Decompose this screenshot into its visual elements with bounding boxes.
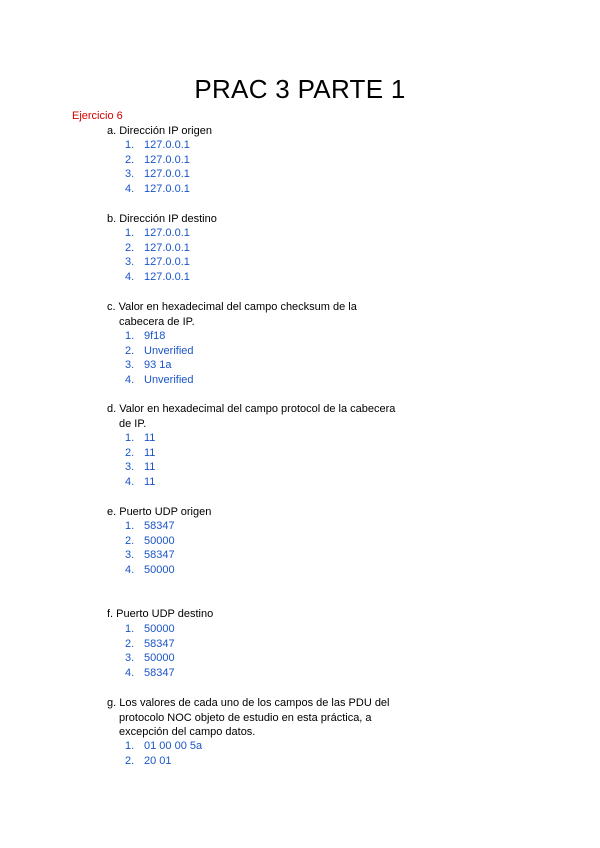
question-b (107, 212, 407, 227)
answer-value: 9f18 (144, 330, 166, 342)
answer-list-c (125, 329, 194, 388)
page-title: PRAC 3 PARTE 1 (194, 74, 406, 104)
question-f (107, 607, 407, 622)
answer-value: 127.0.0.1 (144, 153, 190, 166)
answer-value: 58347 (144, 549, 175, 562)
answer-value: 50000 (144, 564, 175, 577)
list-item: 1. 127.0.0.1 (125, 139, 190, 151)
list-item: 1. 58347 (125, 520, 175, 532)
list-item: 2. 127.0.0.1 (125, 153, 190, 166)
list-item: 1. 01 00 00 5a (125, 740, 203, 752)
question-text: g. Los valores de cada uno de los campos de las PDU del (107, 697, 390, 709)
question-text: c. Valor en hexadecimal del campo checksum de la (107, 301, 357, 313)
question-text: d. Valor en hexadecimal del campo protocol de la cabecera (107, 403, 396, 415)
list-item: 4. 50000 (125, 564, 175, 577)
question-text: excepción del campo datos. (119, 726, 256, 739)
answer-value: 127.0.0.1 (144, 241, 190, 254)
answer-value: 50000 (144, 534, 175, 547)
question-text: b. Dirección IP destino (107, 213, 217, 225)
list-item: 2. 127.0.0.1 (125, 241, 190, 254)
list-item: 4. 127.0.0.1 (125, 183, 190, 196)
list-item: 2. 20 01 (125, 754, 172, 767)
list-item: 4. 11 (125, 476, 156, 489)
answer-value: 127.0.0.1 (144, 139, 190, 151)
question-text: cabecera de IP. (119, 315, 195, 328)
answer-value: 11 (144, 461, 156, 474)
list-item: 3. 58347 (125, 549, 175, 562)
answer-value: Unverified (144, 374, 194, 387)
list-item: 3. 93 1a (125, 359, 172, 372)
question-text: e. Puerto UDP origen (107, 506, 212, 518)
answer-value: Unverified (144, 344, 194, 357)
list-item: 4. Unverified (125, 374, 194, 387)
answer-value: 01 00 00 5a (144, 740, 203, 752)
exercise-label: Ejercicio 6 (72, 110, 123, 122)
list-item: 3. 127.0.0.1 (125, 256, 190, 269)
answer-value: 127.0.0.1 (144, 256, 190, 269)
list-item: 3. 11 (125, 461, 156, 474)
list-item: 1. 9f18 (125, 330, 166, 342)
question-g (107, 696, 427, 740)
question-text: de IP. (119, 417, 147, 430)
answer-value: 50000 (144, 623, 175, 635)
question-text: protocolo NOC objeto de estudio en esta práctica, a (119, 711, 372, 724)
answer-list-e (125, 519, 175, 578)
question-text: a. Dirección IP origen (107, 125, 212, 137)
question-e (107, 505, 407, 520)
answer-list-f (125, 622, 175, 681)
list-item: 1. 127.0.0.1 (125, 227, 190, 239)
answer-value: 127.0.0.1 (144, 183, 190, 196)
answer-value: 127.0.0.1 (144, 168, 190, 181)
list-item: 2. 50000 (125, 534, 175, 547)
question-d (107, 402, 407, 431)
answer-value: 11 (144, 446, 156, 459)
answer-value: 127.0.0.1 (144, 227, 190, 239)
answer-value: 58347 (144, 667, 175, 680)
answer-value: 58347 (144, 520, 175, 532)
list-item: 1. 50000 (125, 623, 175, 635)
answer-list-d (125, 431, 155, 490)
answer-value: 58347 (144, 637, 175, 650)
list-item: 2. 58347 (125, 637, 175, 650)
list-item: 2. 11 (125, 446, 156, 459)
question-text: f. Puerto UDP destino (107, 608, 214, 620)
answer-value: 11 (144, 432, 156, 444)
list-item: 2. Unverified (125, 344, 194, 357)
answer-list-b (125, 226, 190, 285)
answer-value: 20 01 (144, 754, 172, 767)
answer-value: 50000 (144, 652, 175, 665)
question-a (107, 124, 407, 139)
answer-list-a (125, 138, 190, 197)
answer-value: 11 (144, 476, 156, 489)
answer-list-g (125, 739, 202, 768)
answer-value: 93 1a (144, 359, 172, 372)
list-item: 3. 127.0.0.1 (125, 168, 190, 181)
list-item: 4. 58347 (125, 667, 175, 680)
answer-value: 127.0.0.1 (144, 271, 190, 284)
list-item: 1. 11 (125, 432, 156, 444)
list-item: 3. 50000 (125, 652, 175, 665)
list-item: 4. 127.0.0.1 (125, 271, 190, 284)
question-c (107, 300, 407, 329)
